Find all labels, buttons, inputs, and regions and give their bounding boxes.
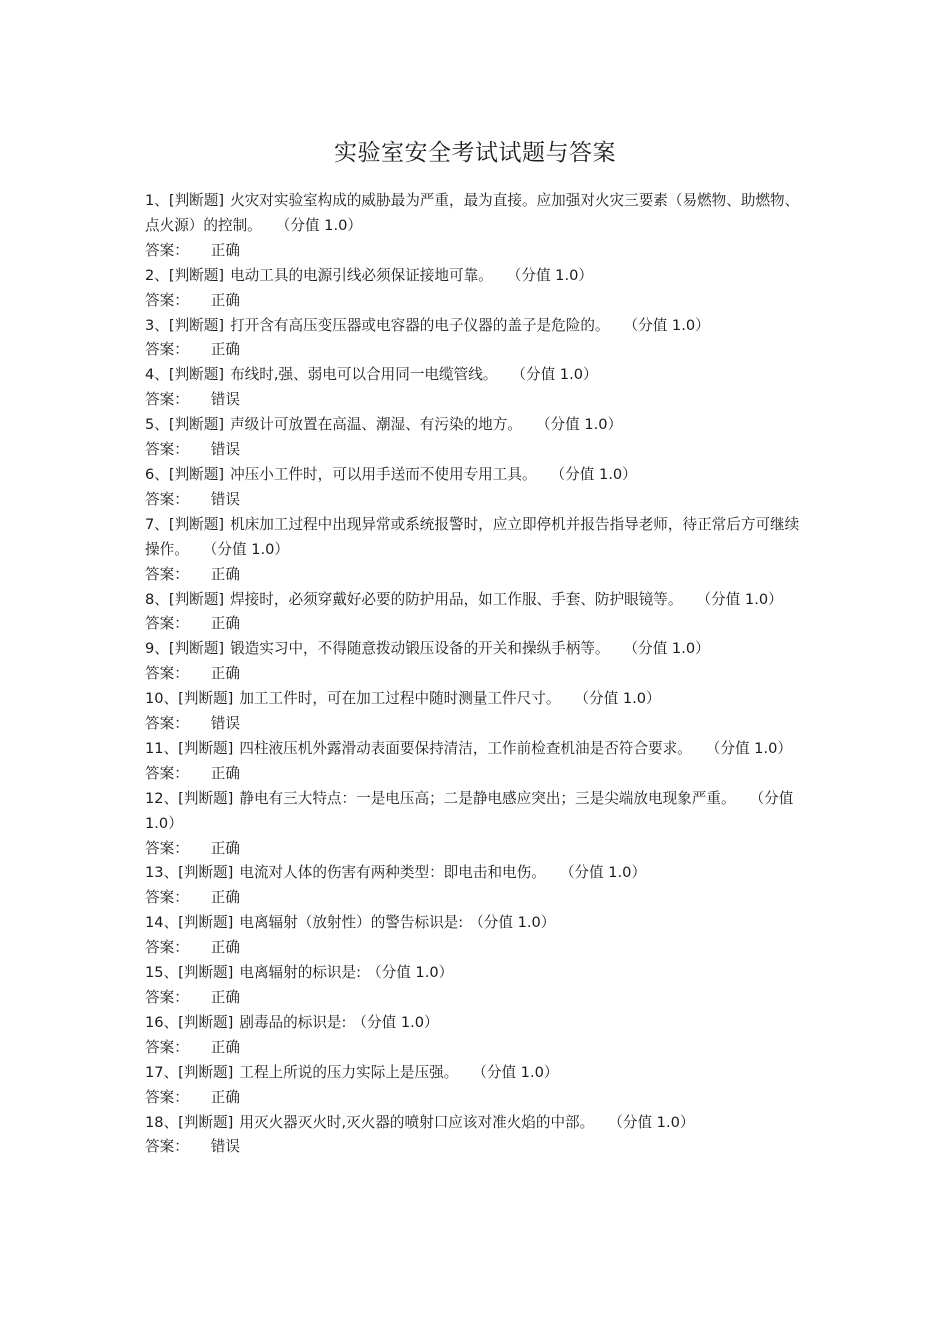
question-type: [判断题] [178, 864, 234, 882]
question-text [145, 911, 813, 936]
question-body: 焊接时，必须穿戴好必要的防护用品，如工作服、手套、防护眼镜等。 [230, 590, 683, 608]
question-number: 7、 [145, 515, 169, 533]
question-number: 5、 [145, 416, 169, 434]
answer-value: 正确 [210, 565, 240, 583]
question-type: [判断题] [168, 316, 225, 334]
answer-value: 正确 [210, 1088, 240, 1106]
answer-value: 错误 [210, 441, 240, 459]
answer-label: 答案： [145, 565, 189, 583]
question-item [145, 1011, 813, 1061]
answer-line [145, 662, 813, 687]
answer-label: 答案： [145, 241, 189, 259]
question-text [145, 264, 813, 289]
question-item [145, 1061, 813, 1111]
answer-value: 错误 [210, 1138, 240, 1156]
question-score: （分值 1.0） [275, 216, 362, 234]
question-number: 8、 [145, 590, 169, 608]
answer-label: 答案： [145, 1088, 189, 1106]
question-item [145, 588, 813, 638]
answer-value: 正确 [210, 1038, 240, 1056]
answer-value: 正确 [210, 764, 240, 782]
answer-value: 正确 [210, 989, 240, 1006]
question-type: [判断题] [178, 789, 234, 807]
question-score: （分值 1.0） [608, 1113, 695, 1131]
question-text [145, 588, 813, 613]
question-body: 剧毒品的标识是: [239, 1013, 347, 1031]
question-body: 电离辐射（放射性）的警告标识是: [239, 914, 464, 932]
question-number: 4、 [145, 366, 169, 384]
answer-value: 错误 [210, 490, 240, 508]
question-number: 16、 [145, 1013, 179, 1031]
answer-line [145, 338, 813, 363]
answer-label: 答案： [145, 391, 189, 409]
answer-line [145, 563, 813, 588]
answer-label: 答案： [145, 441, 189, 459]
question-item [145, 189, 813, 264]
question-type: [判断题] [178, 1113, 234, 1131]
answer-label: 答案： [145, 665, 189, 683]
question-score: （分值 1.0） [623, 316, 710, 334]
question-score: （分值 1.0） [623, 640, 710, 658]
question-body: 静电有三大特点：一是电压高；二是静电感应突出；三是尖端放电现象严重。 [239, 789, 736, 807]
question-text [145, 737, 813, 762]
answer-value: 正确 [210, 939, 240, 957]
question-text [145, 961, 813, 986]
question-number: 3、 [145, 316, 169, 334]
answer-value: 错误 [210, 715, 240, 733]
question-number: 1、 [145, 192, 169, 209]
question-number: 11、 [145, 739, 179, 757]
answer-line [145, 762, 813, 787]
question-type: [判断题] [178, 1013, 234, 1031]
question-type: [判断题] [178, 914, 234, 932]
question-type: [判断题] [178, 1063, 234, 1081]
answer-label: 答案： [145, 939, 189, 957]
question-item [145, 911, 813, 961]
answer-label: 答案： [145, 989, 189, 1006]
answer-line [145, 388, 813, 413]
question-item [145, 737, 813, 787]
question-item [145, 413, 813, 463]
answer-label: 答案： [145, 715, 189, 733]
answer-value: 正确 [210, 341, 240, 359]
question-type: [判断题] [168, 416, 225, 434]
question-number: 10、 [145, 690, 179, 708]
question-score: （分值 1.0） [574, 690, 661, 708]
answer-value: 错误 [210, 391, 240, 409]
question-body: 冲压小工件时，可以用手送而不使用专用工具。 [230, 465, 537, 483]
question-body: 火灾对实验室构成的威胁最为严重，最为直接。应加强对火灾三要素（易燃物、助燃物、点火源）的控制。 [145, 192, 800, 234]
question-score: （分值 1.0） [705, 739, 792, 757]
question-text [145, 861, 813, 886]
question-score: （分值 1.0） [506, 266, 593, 284]
answer-line [145, 438, 813, 463]
question-score: （分值 1.0） [202, 540, 290, 558]
question-number: 18、 [145, 1113, 179, 1131]
question-score: （分值 1.0） [550, 465, 637, 483]
question-text [145, 463, 813, 488]
answer-line [145, 1036, 813, 1061]
question-type: [判断题] [168, 465, 225, 483]
answer-line [145, 1135, 813, 1160]
answer-label: 答案： [145, 1138, 189, 1156]
question-body: 电离辐射的标识是: [239, 964, 362, 982]
answer-line [145, 886, 813, 911]
question-body: 锻造实习中，不得随意拨动锻压设备的开关和操纵手柄等。 [230, 640, 610, 658]
question-type: [判断题] [168, 266, 225, 284]
answer-label: 答案： [145, 291, 189, 309]
answer-label: 答案： [145, 490, 189, 508]
question-item [145, 961, 813, 1011]
question-number: 13、 [145, 864, 179, 882]
answer-label: 答案： [145, 764, 189, 782]
question-item [145, 861, 813, 911]
answer-line [145, 612, 813, 637]
question-body: 用灭火器灭火时,灭火器的喷射口应该对准火焰的中部。 [239, 1113, 595, 1131]
question-type: [判断题] [168, 640, 225, 658]
question-type: [判断题] [168, 192, 225, 209]
question-type: [判断题] [168, 590, 225, 608]
question-score: （分值 1.0） [367, 964, 454, 982]
answer-value: 正确 [210, 291, 240, 309]
question-score: （分值 1.0） [696, 590, 783, 608]
question-body: 电动工具的电源引线必须保证接地可靠。 [230, 266, 493, 284]
question-text [145, 787, 813, 837]
question-score: （分值 1.0） [472, 1063, 559, 1081]
answer-line [145, 936, 813, 961]
answer-label: 答案： [145, 889, 189, 907]
answer-label: 答案： [145, 839, 189, 857]
question-item [145, 637, 813, 687]
question-item [145, 314, 813, 364]
question-number: 9、 [145, 640, 169, 658]
question-item [145, 264, 813, 314]
question-number: 12、 [145, 789, 179, 807]
answer-value: 正确 [210, 889, 240, 907]
question-score: （分值 1.0） [511, 366, 598, 384]
question-text [145, 413, 813, 438]
question-score: （分值 1.0） [352, 1013, 439, 1031]
answer-line [145, 488, 813, 513]
question-number: 14、 [145, 914, 179, 932]
answer-line [145, 986, 813, 1011]
answer-line [145, 289, 813, 314]
question-type: [判断题] [178, 964, 234, 982]
question-list [145, 189, 813, 1160]
question-body: 四柱液压机外露滑动表面要保持清洁，工作前检查机油是否符合要求。 [239, 739, 692, 757]
question-type: [判断题] [168, 366, 225, 384]
answer-line [145, 712, 813, 737]
answer-label: 答案： [145, 615, 189, 633]
question-number: 6、 [145, 465, 169, 483]
question-type: [判断题] [178, 690, 234, 708]
question-text [145, 513, 813, 563]
question-text [145, 1011, 813, 1036]
question-number: 17、 [145, 1063, 179, 1081]
question-item [145, 363, 813, 413]
answer-value: 正确 [210, 615, 240, 633]
question-type: [判断题] [168, 515, 225, 533]
answer-line [145, 239, 813, 264]
question-body: 声级计可放置在高温、潮湿、有污染的地方。 [230, 416, 522, 434]
page-title: 实验室安全考试试题与答案 [334, 140, 616, 166]
question-text [145, 637, 813, 662]
answer-value: 正确 [210, 839, 240, 857]
answer-line [145, 1086, 813, 1111]
answer-value: 正确 [210, 665, 240, 683]
question-text [145, 1061, 813, 1086]
question-body: 电流对人体的伤害有两种类型：即电击和电伤。 [239, 864, 546, 882]
question-score: （分值 1.0） [535, 416, 623, 434]
question-body: 加工工件时，可在加工过程中随时测量工件尺寸。 [239, 690, 561, 708]
question-item [145, 1111, 813, 1161]
question-text [145, 1111, 813, 1136]
question-item [145, 787, 813, 862]
answer-line [145, 837, 813, 862]
answer-label: 答案： [145, 341, 189, 359]
question-item [145, 687, 813, 737]
question-body: 打开含有高压变压器或电容器的电子仪器的盖子是危险的。 [230, 316, 610, 334]
question-number: 15、 [145, 964, 179, 982]
answer-value: 正确 [210, 241, 240, 259]
question-item [145, 463, 813, 513]
question-score: （分值 1.0） [559, 864, 647, 882]
question-body: 机床加工过程中出现异常或系统报警时，应立即停机并报告指导老师，待正常后方可继续操作。 [145, 515, 800, 558]
question-text [145, 314, 813, 339]
question-text [145, 687, 813, 712]
question-body: 工程上所说的压力实际上是压强。 [239, 1063, 459, 1081]
question-body: 布线时,强、弱电可以合用同一电缆管线。 [230, 366, 498, 384]
question-text [145, 363, 813, 388]
question-number: 2、 [145, 266, 169, 284]
question-score: （分值 1.0） [145, 789, 794, 832]
question-type: [判断题] [178, 739, 234, 757]
question-text [145, 189, 813, 239]
answer-label: 答案： [145, 1038, 189, 1056]
question-item [145, 513, 813, 588]
question-score: （分值 1.0） [469, 914, 556, 932]
